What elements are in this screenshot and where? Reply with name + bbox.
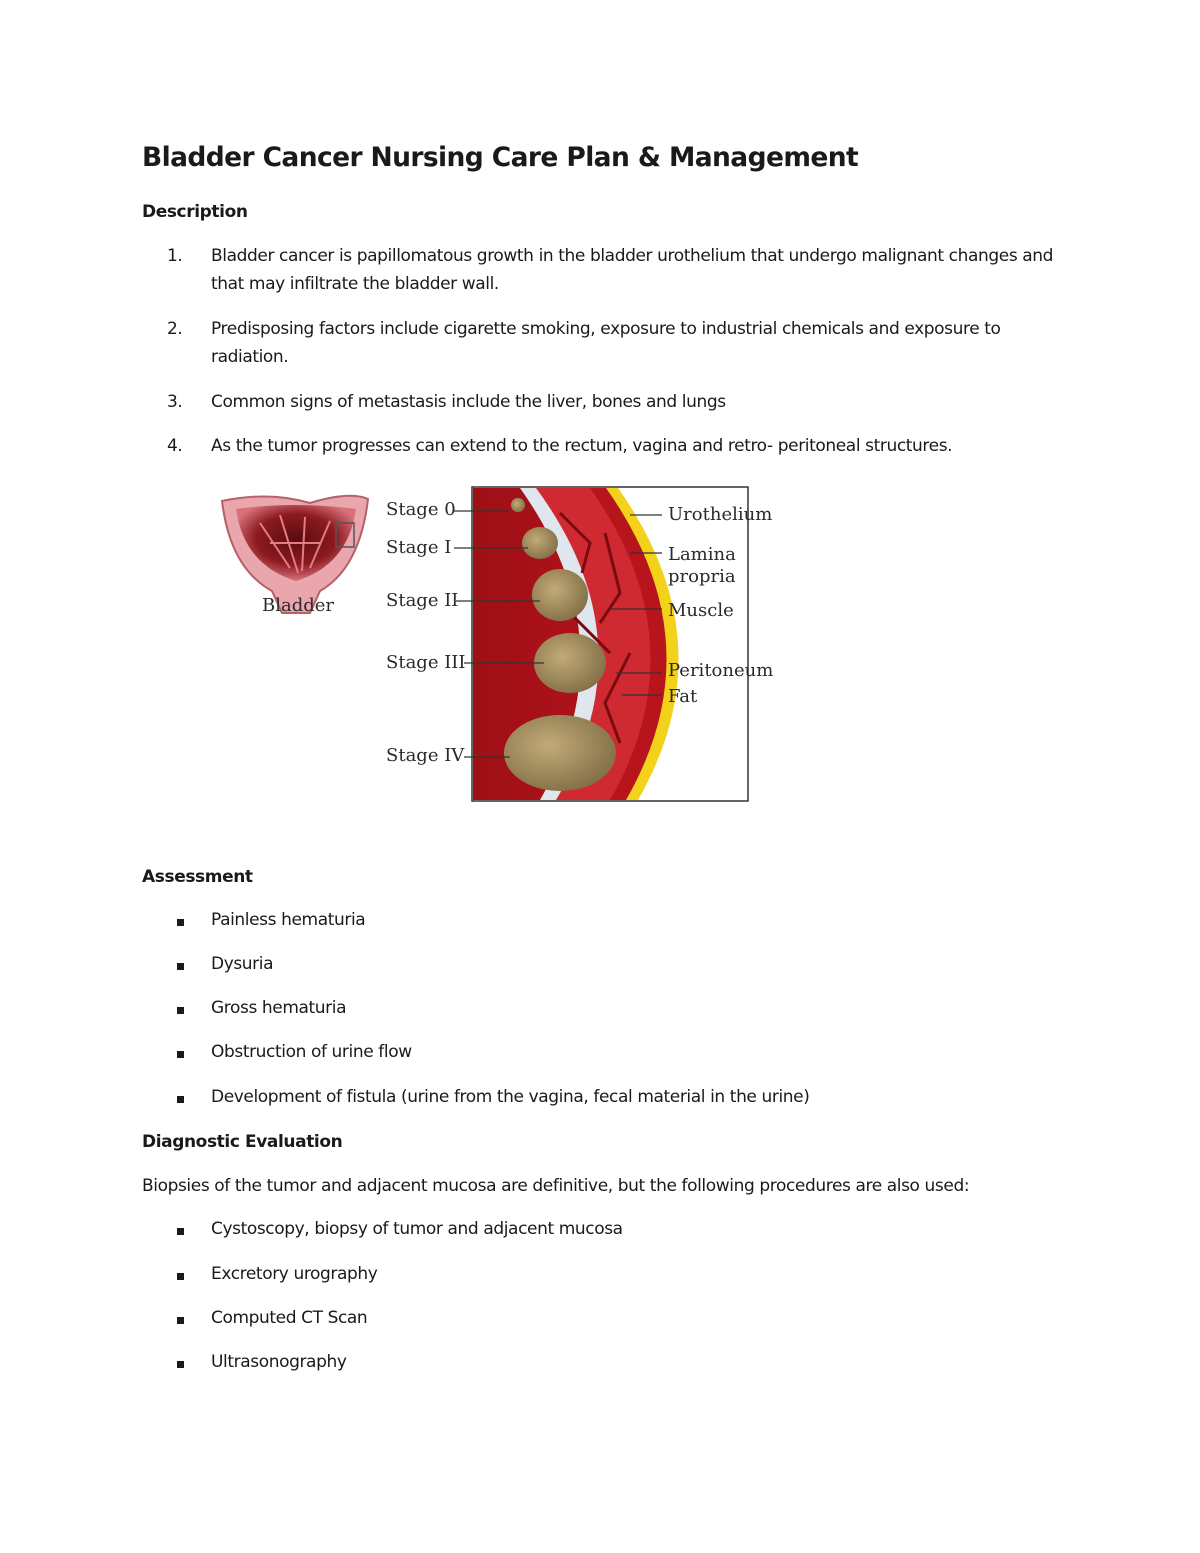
diagnostic-heading: Diagnostic Evaluation [142, 1132, 343, 1152]
bladder-label: Bladder [262, 595, 335, 616]
list-number: 4. [167, 436, 183, 456]
list-item-text: Gross hematuria [211, 998, 347, 1018]
bladder-staging-figure [210, 473, 780, 813]
list-item [0, 1087, 1200, 1115]
peritoneum-label: Peritoneum [668, 660, 774, 681]
list-item [0, 1352, 1200, 1380]
bullet-icon [177, 1361, 184, 1368]
list-item [0, 910, 1200, 938]
list-item [0, 954, 1200, 982]
muscle-label: Muscle [668, 600, 734, 621]
page-title: Bladder Cancer Nursing Care Plan & Management [142, 142, 859, 173]
stage-3-label: Stage III [386, 652, 466, 673]
bullet-icon [177, 1273, 184, 1280]
list-item-text: Ultrasonography [211, 1352, 347, 1372]
bullet-icon [177, 1096, 184, 1103]
bullet-icon [177, 1007, 184, 1014]
list-item-text: Cystoscopy, biopsy of tumor and adjacent mucosa [211, 1219, 623, 1239]
stage-4-label: Stage IV [386, 745, 465, 766]
list-item-text: Obstruction of urine flow [211, 1042, 412, 1062]
stage-2-label: Stage II [386, 590, 459, 611]
stage-0-label: Stage 0 [386, 499, 456, 520]
list-item [0, 1042, 1200, 1070]
list-item-text: Bladder cancer is papillomatous growth in the bladder urothelium that undergo malignant changes and that may infiltrate the bladder wall. [211, 246, 1054, 294]
bullet-icon [177, 919, 184, 926]
list-item [0, 1219, 1200, 1247]
diagnostic-intro: Biopsies of the tumor and adjacent mucosa are definitive, but the following procedures are also used: [142, 1176, 970, 1196]
lamina-label: Lamina [668, 544, 736, 565]
list-number: 1. [167, 246, 183, 266]
list-number: 3. [167, 392, 183, 412]
bullet-icon [177, 1051, 184, 1058]
description-heading: Description [142, 202, 248, 222]
list-item-text: Dysuria [211, 954, 274, 974]
list-item [0, 998, 1200, 1026]
bullet-icon [177, 963, 184, 970]
list-item-text: Predisposing factors include cigarette smoking, exposure to industrial chemicals and exposure to radiation. [211, 319, 1001, 367]
assessment-heading: Assessment [142, 867, 253, 887]
bullet-icon [177, 1228, 184, 1235]
propria-label: propria [668, 566, 736, 587]
list-item-text: As the tumor progresses can extend to the rectum, vagina and retro- peritoneal structures. [211, 436, 953, 456]
list-item [0, 1264, 1200, 1292]
fat-label: Fat [668, 686, 698, 707]
list-item-text: Common signs of metastasis include the liver, bones and lungs [211, 392, 726, 412]
list-item-text: Computed CT Scan [211, 1308, 368, 1328]
list-item [0, 1308, 1200, 1336]
list-item-text: Development of fistula (urine from the vagina, fecal material in the urine) [211, 1087, 810, 1107]
wall-cross-section [454, 487, 773, 801]
list-item-text: Painless hematuria [211, 910, 366, 930]
list-number: 2. [167, 319, 183, 339]
stage-1-label: Stage I [386, 537, 452, 558]
bullet-icon [177, 1317, 184, 1324]
urothelium-label: Urothelium [668, 504, 773, 525]
list-item-text: Excretory urography [211, 1264, 378, 1284]
